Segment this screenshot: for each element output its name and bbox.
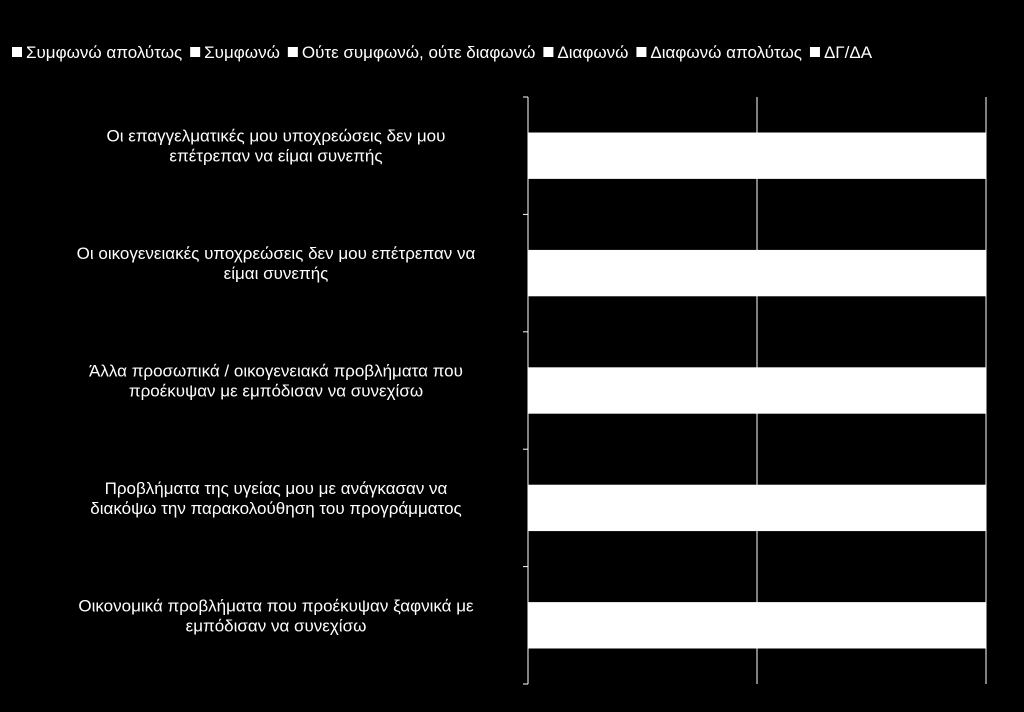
bar-1-series-5 <box>528 250 986 296</box>
category-label-1-line-0: Οι οικογενειακές υποχρεώσεις δεν μου επέτρεπαν να <box>76 244 476 264</box>
legend-swatch-5 <box>810 47 820 57</box>
category-label-4-line-1: εμπόδισαν να συνεχίσω <box>185 616 367 636</box>
legend-swatch-2 <box>288 47 298 57</box>
category-label-3 <box>90 479 461 518</box>
legend-swatch-3 <box>543 47 553 57</box>
category-label-2-line-0: Άλλα προσωπικά / οικογενειακά προβλήματα που <box>89 361 463 381</box>
bar-4-series-5 <box>528 602 986 648</box>
legend-label-4: Διαφωνώ απολύτως <box>650 43 802 62</box>
legend-label-2: Ούτε συμφωνώ, ούτε διαφωνώ <box>301 43 536 62</box>
legend-label-5: ΔΓ/ΔΑ <box>823 43 873 62</box>
category-label-4-line-0: Οικονομικά προβλήματα που προέκυψαν ξαφνικά με <box>78 596 474 616</box>
bar-2-series-5 <box>528 367 986 413</box>
category-label-3-line-0: Προβλήματα της υγείας μου με ανάγκασαν να <box>104 478 448 498</box>
legend <box>12 43 873 62</box>
legend-label-0: Συμφωνώ απολύτως <box>26 43 183 62</box>
category-label-2-line-1: προέκυψαν με εμπόδισαν να συνεχίσω <box>128 381 424 401</box>
bar-0-series-5 <box>528 133 986 179</box>
legend-swatch-4 <box>636 47 646 57</box>
legend-label-3: Διαφωνώ <box>557 43 629 62</box>
legend-swatch-0 <box>12 47 22 57</box>
category-label-1-line-1: είμαι συνεπής <box>223 264 329 284</box>
category-label-0-line-0: Οι επαγγελματικές μου υποχρεώσεις δεν μου <box>106 126 446 146</box>
category-label-3-line-1: διακόψω την παρακολούθηση του προγράμματος <box>90 498 462 518</box>
category-label-2 <box>89 362 463 401</box>
legend-label-1: Συμφωνώ <box>204 43 280 62</box>
legend-swatch-1 <box>190 47 200 57</box>
category-label-0-line-1: επέτρεπαν να είμαι συνεπής <box>169 146 383 166</box>
bar-3-series-5 <box>528 485 986 531</box>
